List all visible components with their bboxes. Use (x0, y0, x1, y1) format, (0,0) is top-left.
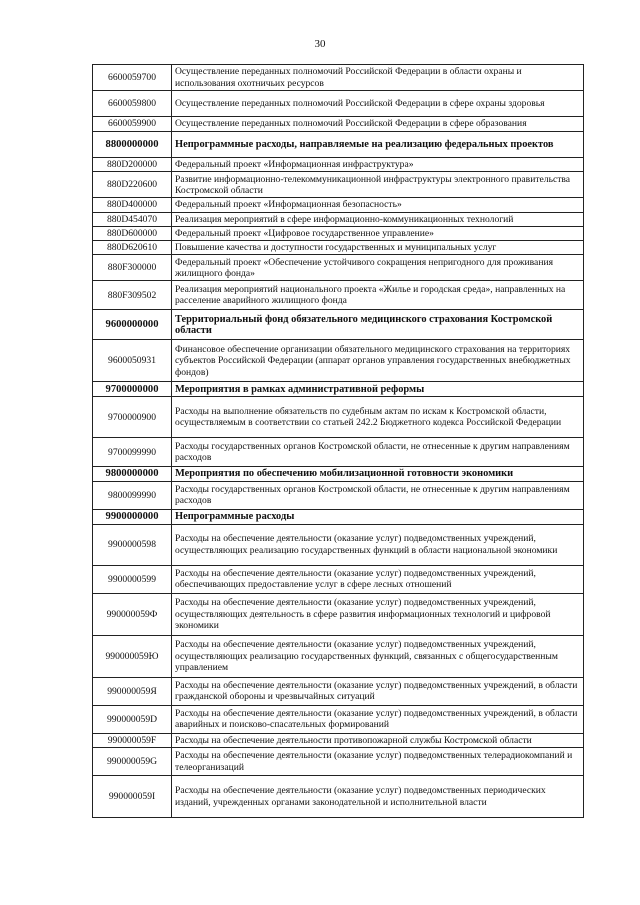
table-row (93, 212, 584, 226)
row-code: 8800000000 (93, 132, 172, 158)
row-code: 9900000598 (93, 524, 172, 565)
row-description: Расходы на обеспечение деятельности (оказание услуг) подведомственных учреждений, осуществляющих деятельность в сфере развития информационных технологий и цифровой экономики (172, 593, 584, 635)
row-description: Осуществление переданных полномочий Российской Федерации в области охраны и использования охотничьих ресурсов (172, 65, 584, 91)
table-row (93, 91, 584, 117)
row-description: Федеральный проект «Цифровое государственное управление» (172, 226, 584, 240)
row-description: Расходы на обеспечение деятельности противопожарной службы Костромской области (172, 733, 584, 747)
table-row (93, 340, 584, 382)
table-row (93, 255, 584, 281)
table-row (93, 397, 584, 438)
row-description: Федеральный проект «Информационная инфраструктура» (172, 158, 584, 172)
row-description: Осуществление переданных полномочий Российской Федерации в сфере образования (172, 117, 584, 132)
row-code: 9600000000 (93, 310, 172, 340)
row-description: Осуществление переданных полномочий Российской Федерации в сфере охраны здоровья (172, 91, 584, 117)
row-code: 990000059D (93, 705, 172, 733)
row-description: Расходы на обеспечение деятельности (оказание услуг) подведомственных телерадиокомпаний и телеорганизаций (172, 748, 584, 776)
row-description: Мероприятия по обеспечению мобилизационной готовности экономики (172, 467, 584, 481)
table-row (93, 172, 584, 198)
table-row (93, 635, 584, 677)
row-code: 990000059Ф (93, 593, 172, 635)
row-description: Мероприятия в рамках административной реформы (172, 382, 584, 397)
row-code: 9600050931 (93, 340, 172, 382)
row-description: Расходы на обеспечение деятельности (оказание услуг) подведомственных учреждений, обеспечивающих предоставление услуг в сфере лесных отношений (172, 565, 584, 593)
table-row (93, 281, 584, 310)
row-code: 9800000000 (93, 467, 172, 481)
table-row (93, 565, 584, 593)
table-row (93, 467, 584, 481)
row-description: Расходы государственных органов Костромской области, не отнесенные к другим направлениям расходов (172, 438, 584, 467)
table-row (93, 524, 584, 565)
row-description: Федеральный проект «Обеспечение устойчивого сокращения непригодного для проживания жилищного фонда» (172, 255, 584, 281)
row-description: Непрограммные расходы (172, 509, 584, 524)
row-code: 9700099990 (93, 438, 172, 467)
row-code: 990000059F (93, 733, 172, 747)
row-code: 990000059G (93, 748, 172, 776)
row-code: 880F309502 (93, 281, 172, 310)
row-code: 880D454070 (93, 212, 172, 226)
row-description: Развитие информационно-телекоммуникационной инфраструктуры электронного правительства Костромской области (172, 172, 584, 198)
row-description: Реализация мероприятий в сфере информационно-коммуникационных технологий (172, 212, 584, 226)
row-description: Реализация мероприятий национального проекта «Жилье и городская среда», направленных на расселение аварийного жилищного фонда (172, 281, 584, 310)
table-body (93, 65, 584, 818)
row-description: Расходы на обеспечение деятельности (оказание услуг) подведомственных учреждений, осуществляющих реализацию государственных функций в области национальной экономики (172, 524, 584, 565)
row-code: 9900000000 (93, 509, 172, 524)
row-code: 990000059Я (93, 677, 172, 705)
row-code: 9700000900 (93, 397, 172, 438)
table-row (93, 310, 584, 340)
table-row (93, 132, 584, 158)
row-code: 990000059I (93, 776, 172, 818)
row-description: Непрограммные расходы, направляемые на реализацию федеральных проектов (172, 132, 584, 158)
page-number: 30 (314, 38, 326, 50)
row-description: Повышение качества и доступности государственных и муниципальных услуг (172, 241, 584, 255)
table-row (93, 593, 584, 635)
table-row (93, 705, 584, 733)
row-code: 880D620610 (93, 241, 172, 255)
table-row (93, 65, 584, 91)
table-row (93, 481, 584, 509)
table-row (93, 748, 584, 776)
row-code: 880D200000 (93, 158, 172, 172)
row-code: 990000059Ю (93, 635, 172, 677)
row-description: Расходы на обеспечение деятельности (оказание услуг) подведомственных учреждений, в области гражданской обороны и чрезвычайных ситуаций (172, 677, 584, 705)
row-code: 880F300000 (93, 255, 172, 281)
row-description: Федеральный проект «Информационная безопасность» (172, 198, 584, 212)
row-code: 6600059700 (93, 65, 172, 91)
table-row (93, 226, 584, 240)
row-code: 880D600000 (93, 226, 172, 240)
row-code: 6600059900 (93, 117, 172, 132)
row-description: Расходы на обеспечение деятельности (оказание услуг) подведомственных учреждений, в области аварийных и поисково-спасательных формирований (172, 705, 584, 733)
row-code: 880D220600 (93, 172, 172, 198)
table-row (93, 382, 584, 397)
budget-classification-table (92, 64, 584, 818)
row-description: Расходы на обеспечение деятельности (оказание услуг) подведомственных периодических изданий, учрежденных органами законодательной и исполнительной власти (172, 776, 584, 818)
row-code: 9900000599 (93, 565, 172, 593)
table-row (93, 733, 584, 747)
table-row (93, 198, 584, 212)
row-code: 880D400000 (93, 198, 172, 212)
table-row (93, 677, 584, 705)
row-description: Финансовое обеспечение организации обязательного медицинского страхования на территориях субъектов Российской Федерации (аппарат органов управления государственных внебюджетных фондов) (172, 340, 584, 382)
table-row (93, 241, 584, 255)
table-row (93, 158, 584, 172)
row-code: 9700000000 (93, 382, 172, 397)
row-description: Территориальный фонд обязательного медицинского страхования Костромской области (172, 310, 584, 340)
row-description: Расходы на обеспечение деятельности (оказание услуг) подведомственных учреждений, осуществляющих реализацию государственных функций, связанных с общегосударственным управлением (172, 635, 584, 677)
table-row (93, 509, 584, 524)
table-row (93, 117, 584, 132)
row-description: Расходы государственных органов Костромской области, не отнесенные к другим направлениям расходов (172, 481, 584, 509)
table-row (93, 776, 584, 818)
row-code: 6600059800 (93, 91, 172, 117)
row-description: Расходы на выполнение обязательств по судебным актам по искам к Костромской области, осуществляемым в соответствии со статьей 242.2 Бюджетного кодекса Российской Федерации (172, 397, 584, 438)
table-row (93, 438, 584, 467)
row-code: 9800099990 (93, 481, 172, 509)
